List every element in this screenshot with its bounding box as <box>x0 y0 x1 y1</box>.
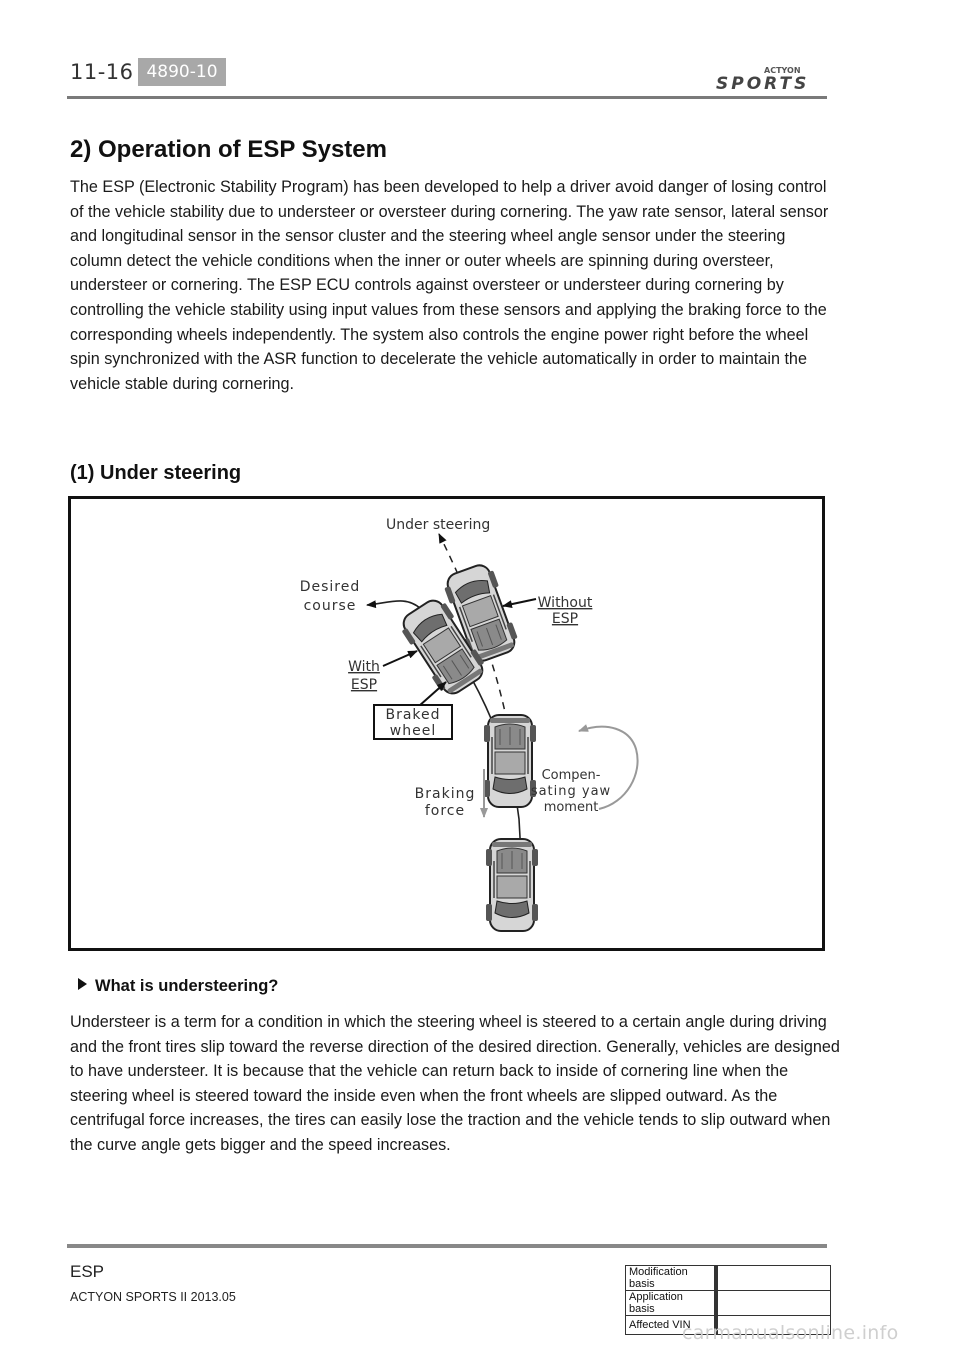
with-esp-leader <box>383 651 417 666</box>
under-steering-label: Under steering <box>386 517 491 533</box>
brand-logo-small-text: ACTYON <box>764 66 801 75</box>
triangle-bullet-icon <box>78 978 87 990</box>
faq-question <box>78 977 278 996</box>
braking-force-label-line1: Braking <box>414 786 476 802</box>
without-esp-label-line1: Without <box>537 595 593 611</box>
braking-force-label-line2: force <box>424 803 466 819</box>
with-esp-label-line1: With <box>348 659 380 675</box>
section-code-badge: 4890-10 <box>138 58 226 86</box>
braked-wheel-label-line1: Braked <box>385 707 441 723</box>
section-title: 2) Operation of ESP System <box>70 136 387 163</box>
footer-model-date: ACTYON SPORTS II 2013.05 <box>70 1290 236 1304</box>
desired-course-label-line1: Desired <box>299 579 361 595</box>
intro-paragraph: The ESP (Electronic Stability Program) has been developed to help a driver avoid danger of losing control of the vehicle stability due to understeer or oversteer during cornering. The yaw rate sensor, lateral sensor and longitudinal sensor in the sensor cluster and the steering wheel angle sensor under the steering column detect the vehicle conditions when the inner or outer wheels are spinning during oversteer, understeer or cornering. The ESP ECU controls against oversteer or understeer during cornering by controlling the vehicle stability using input values from these sensors and applying the braking force to the corresponding wheels independently. The system also controls the engine power right before the wheel spin synchronized with the ASR function to decelerate the vehicle automatically in order to maintain the vehicle stable during cornering. <box>70 178 829 393</box>
footer-rule <box>67 1244 827 1248</box>
car-braking <box>484 715 536 807</box>
with-esp-label-line2: ESP <box>350 677 378 693</box>
revision-value <box>716 1291 831 1316</box>
revision-label: Affected VIN <box>626 1316 717 1335</box>
braked-wheel-label-line2: wheel <box>389 723 437 739</box>
without-esp-leader <box>503 599 536 606</box>
braked-wheel-leader <box>419 682 446 706</box>
revision-label: Modification basis <box>626 1266 717 1291</box>
understeer-diagram-svg <box>71 499 822 948</box>
watermark: carmanualsonline.info <box>682 1322 899 1344</box>
brand-logo <box>712 64 830 92</box>
revision-row <box>626 1266 831 1291</box>
revision-row <box>626 1291 831 1316</box>
page-number: 11-16 <box>70 60 134 84</box>
subsection-title: (1) Under steering <box>70 462 242 484</box>
revision-value <box>716 1266 831 1291</box>
car-approach <box>486 839 538 931</box>
faq-question-text: What is understeering? <box>95 977 279 995</box>
compensating-yaw-label-line3: moment <box>543 800 599 815</box>
brand-logo-large-text: SPORTS <box>716 74 810 92</box>
compensating-yaw-label-line2: sating yaw <box>530 784 612 799</box>
without-esp-label-line2: ESP <box>551 611 579 627</box>
understeer-diagram <box>68 496 825 951</box>
desired-course-label-line2: course <box>303 598 357 614</box>
faq-answer: Understeer is a term for a condition in which the steering wheel is steered to a certain angle during driving and the front tires slip toward the reverse direction of the desired direction. Generally, vehicles are designed to have understeer. It is because that the vehicle can return back to inside of cornering line when the steering wheel is steered toward the inside even when the front wheels are slipped outward. As the centrifugal force increases, the tires can easily lose the traction and the vehicle tends to slip outward when the curve angle gets bigger and the speed increases. <box>70 1013 840 1154</box>
header-rule <box>67 96 827 99</box>
revision-label: Application basis <box>626 1291 717 1316</box>
compensating-yaw-label-line1: Compen- <box>541 768 601 783</box>
footer-section-name: ESP <box>70 1262 105 1281</box>
